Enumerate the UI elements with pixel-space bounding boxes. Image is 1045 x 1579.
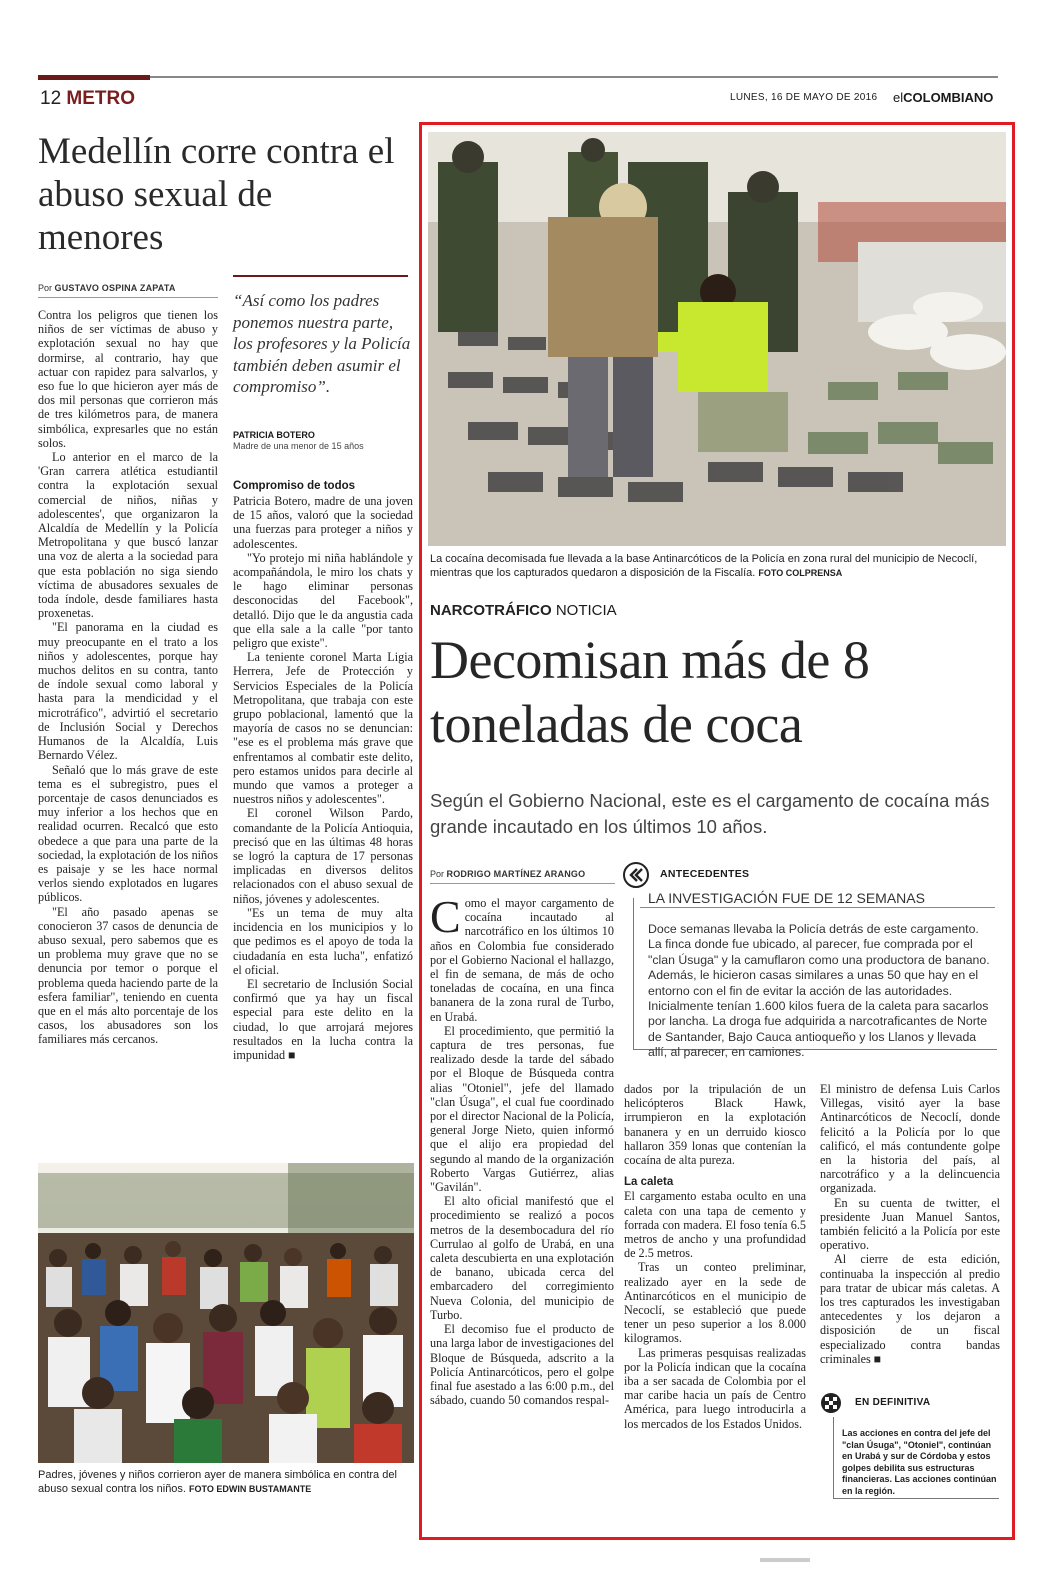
byline-rule	[38, 297, 218, 298]
paper-name: COLOMBIANO	[903, 90, 994, 105]
runners-photo-illustration	[38, 1163, 414, 1463]
byline-por: Por	[38, 283, 53, 293]
page-footer-mark	[760, 1558, 810, 1562]
antecedentes-text: Doce semanas llevaba la Policía detrás de este cargamento. La finca donde fue ubicado, al parecer, fue comprada por el "clan Úsuga" y la camuflaron como una productora de banano. Además, le hicieron casas similares a unas 50 que hay en el entorno con el fin de evitar la acción de las autoridades. Inicialmente tenían 1.600 kilos fuera de la caleta para sacarlos por lancha. La droga fue adquirida a narcotraficantes de Norte de Santander, Bajo Cauca antioqueño y los Llanos y llevada allí, al parecer, en camiones.	[648, 922, 990, 1060]
article-kicker	[430, 602, 617, 619]
paragraph: Las primeras pesquisas realizadas por la Policía indican que la cocaína iba a ser sacada de Colombia por el mar caribe hacia un país de Centro América, para luego introducirla a los mercados de los Estados Unidos.	[624, 1345, 806, 1431]
quote-rule	[233, 275, 408, 277]
paragraph: "Yo protejo mi niña hablándole y acompañándola, le miro los chats y le hago eliminar personas desconocidas del Facebook", detalló. Dijo que le da angustia cada que ella sale a la calle "por tanto peligro que existe".	[233, 550, 413, 651]
quote-author-description: Madre de una menor de 15 años	[233, 441, 364, 451]
paragraph: Como el mayor cargamento de cocaína incautado al narcotráfico en los últimos 10 años en Colombia fue considerado por el Gobierno Nacional el hallazgo, el fin de semana, de más de ocho toneladas de cocaína, en una finca bananera de la zona rural de Turbo, en Urabá.	[430, 891, 614, 1024]
paragraph: Lo anterior en el marco de la 'Gran carrera atlética estudiantil contra la explotación sexual comercial de niños, niñas y adolescentes', que organizaron la Alcaldía de Medellín y la Policía Metropolitana y que buscó lanzar una voz de alerta a la sociedad para que esta población no siga siendo víctima de abusadores sexuales de toda índole, desde familiares hasta proxenetas.	[38, 450, 218, 621]
cocaine-seizure-photo-illustration	[428, 132, 1006, 546]
kicker-topic: NARCOTRÁFICO	[430, 602, 552, 619]
right-article-column-2	[624, 1082, 806, 1431]
right-article-column-1	[430, 891, 614, 1408]
header-rule	[38, 76, 998, 78]
section-accent-bar	[38, 75, 150, 80]
runners-photo	[38, 1163, 414, 1463]
byline-author: RODRIGO MARTÍNEZ ARANGO	[446, 869, 586, 879]
runners-photo-credit: FOTO EDWIN BUSTAMANTE	[189, 1484, 312, 1494]
left-article-column-2	[233, 494, 413, 1062]
paragraph: Señaló que lo más grave de este tema es el subregistro, pues el porcentaje de casos denunciados es muy inferior a los hechos que en realidad ocurren. Recalcó que esto obedece a que para una parte de la sociedad, la explotación de los niños es paisaje y se les hace normal verlos siendo explotados en lugares públicos.	[38, 762, 218, 905]
left-article-title: Medellín corre contra el abuso sexual de menores	[38, 131, 395, 258]
paragraph: El ministro de defensa Luis Carlos Villegas, visitó ayer la base Antinarcóticos de Necoclí, donde felicitó a la Policía por lo que calificó, el más contundente golpe en la historia del país, al narcotráfico y a la delincuencia organizada.	[820, 1082, 1000, 1196]
dateline: LUNES, 16 DE MAYO DE 2016	[730, 92, 878, 103]
paragraph: El coronel Wilson Pardo, comandante de la Policía Antioquia, precisó que en las últimas 48 horas se logró la captura de 17 personas implicadas en diversos delitos relacionados con el abuso sexual de niños, jóvenes y adolescentes.	[233, 806, 413, 906]
right-article-deck: Según el Gobierno Nacional, este es el cargamento de cocaína más grande incautado en los últimos 10 años.	[430, 790, 990, 837]
antecedentes-title: ANTECEDENTES	[660, 868, 750, 880]
right-byline	[430, 869, 585, 879]
definitiva-text: Las acciones en contra del jefe del "clan Úsuga", "Otoniel", continúan en Urabá y sur de Córdoba y estos golpes debilita sus estructuras financieras. Las acciones continúan en la región.	[842, 1428, 997, 1496]
cocaine-photo-caption	[430, 552, 1005, 580]
paragraph: Contra los peligros que tienen los niños de ser víctimas de abuso y explotación sexual no hay que dormirse, al contrario, hay que actuar con rapidez para salvarlos, y eso fue lo que hicieron ayer más de dos mil personas que corrieron más de tres kilómetros para, de manera simbólica, expresarles que no están solos.	[38, 308, 218, 450]
paragraph: El procedimiento, que permitió la captura de tres personas, fue realizado desde la tarde del sábado por el Bloque de Búsqueda contra alias "Otoniel", jefe del llamado "clan Úsuga", el cual fue coordinado por el director Nacional de la Policía, general Jorge Nieto, quien informó que el alijo era propiedad del segundo al mando de la organización Roberto Vargas Gutiérrez, alias "Gavilán".	[430, 1023, 614, 1195]
cocaine-photo-credit: FOTO COLPRENSA	[758, 568, 843, 578]
section-name: METRO	[66, 88, 136, 109]
right-article-column-3	[820, 1082, 1000, 1366]
kicker-type: NOTICIA	[555, 602, 617, 619]
runners-photo-caption	[38, 1468, 414, 1496]
right-article-title: Decomisan más de 8 toneladas de coca	[430, 630, 870, 754]
newspaper-name	[893, 90, 993, 105]
quote-author: PATRICIA BOTERO	[233, 430, 315, 440]
paragraph: "El año pasado apenas se conocieron 37 casos de denuncia de abuso sexual, pero sabemos que es un problema muy grave que no se denuncia por temor o porque el problema queda haciendo parte de la esfera familiar", teniendo en cuenta que en el más alto porcentaje de los casos, los abusadores son los familiares más cercanos.	[38, 904, 218, 1047]
paragraph: Al cierre de esta edición, continuaba la inspección al predio para tratar de ubicar más caletas. A los tres capturados les investigaban antecedentes y los dejaron a disposición de un fiscal especializado contra bandas criminales ■	[820, 1252, 1000, 1366]
page-number: 12	[40, 88, 62, 109]
chevron-left-icon	[623, 862, 649, 888]
left-subhead: Compromiso de todos	[233, 480, 356, 492]
caleta-subhead: La caleta	[624, 1176, 674, 1189]
paper-prefix: el	[893, 90, 904, 105]
definitiva-title: EN DEFINITIVA	[855, 1397, 931, 1408]
page-header	[40, 88, 135, 110]
paragraph: "El panorama en la ciudad es muy preocupante en el trato a los niños y adolescentes, porque hay muchos delitos en su contra, tanto de índole sexual como laboral y hasta para la mendicidad y el microtráfico", advirtió el secretario de Inclusión Social y Derechos Humanos de la Alcaldía, Luis Bernardo Vélez.	[38, 620, 218, 763]
paragraph: La teniente coronel Marta Ligia Herrera, Jefe de Protección y Servicios Especiales de la Policía Metropolitana, que trabaja con este grupo poblacional, lamentó que la mayoría de casos no se denuncian: "ese es el problema más grave que enfrentamos al combatir este delito, pero estamos unidos para decirle al mundo que vamos a proteger a nuestros niños y adolescentes".	[233, 650, 413, 807]
paragraph: El secretario de Inclusión Social confirmó que ya hay un fiscal especial para este delito en la ciudad, lo que arrojará mejores resultados en la lucha contra la impunidad ■	[233, 976, 413, 1062]
paragraph: Tras un conteo preliminar, realizado ayer en la sede de Antinarcóticos en el municipio de Necoclí, se estableció que puede tener un peso superior a los 8.000 kilogramos.	[624, 1260, 806, 1346]
cross-pattern-icon	[820, 1392, 842, 1414]
byline-author: GUSTAVO OSPINA ZAPATA	[54, 283, 176, 293]
antecedentes-subtitle: LA INVESTIGACIÓN FUE DE 12 SEMANAS	[648, 890, 925, 906]
runners-caption-text: Padres, jóvenes y niños corrieron ayer de manera simbólica en contra del abuso sexual contra los niños.	[38, 1469, 397, 1495]
paragraph: dados por la tripulación de un helicópteros Black Hawk, irrumpieron en la explotación bananera y en un derruido kiosco hallaron 359 lonas que contenían la cocaína de alta pureza.	[624, 1082, 806, 1168]
paragraph: El cargamento estaba oculto en una caleta con una tapa de cemento y forrada con madera. El foso tenía 6.5 metros de ancho y una profundidad de 2.5 metros.	[624, 1189, 806, 1261]
dropcap: C	[430, 891, 461, 942]
paragraph: El alto oficial manifestó que el procedimiento se realizó a pocos metros de la desembocadura del río Currulao al golfo de Urabá, en una caleta descubierta en una explotación de banano, ubicada cerca del embarcadero del corregimiento Nueva Colonia, del municipio de Turbo.	[430, 1194, 614, 1322]
cocaine-caption-text: La cocaína decomisada fue llevada a la base Antinarcóticos de la Policía en zona rural del municipio de Necoclí, mientras que los capturados quedaron a disposición de la Fiscalía.	[430, 553, 978, 579]
paragraph: "Es un tema de muy alta incidencia en los municipios y lo que pedimos es el apoyo de toda la ciudadanía en esta lucha", enfatizó el oficial.	[233, 905, 413, 977]
right-byline-rule	[430, 883, 615, 884]
byline-por: Por	[430, 869, 445, 879]
paragraph: Patricia Botero, madre de una joven de 15 años, valoró que la sociedad una fuerzas para proteger a niños y adolescentes.	[233, 494, 413, 551]
left-byline	[38, 283, 176, 293]
left-article-column-1	[38, 308, 218, 1047]
cocaine-seizure-photo	[428, 132, 1006, 546]
pull-quote: “Así como los padres ponemos nuestra parte, los profesores y la Policía también deben asumir el compromiso”.	[233, 291, 411, 396]
paragraph: El decomiso fue el producto de una larga labor de investigaciones del Bloque de Búsqueda, adscrito a la Policía Antinarcóticos, pero el golpe final fue asestado a las 6:00 p.m., del sábado, cuando 50 comandos respal-	[430, 1322, 614, 1408]
paragraph: En su cuenta de twitter, el presidente Juan Manuel Santos, también felicitó a la Policía por este operativo.	[820, 1195, 1000, 1253]
